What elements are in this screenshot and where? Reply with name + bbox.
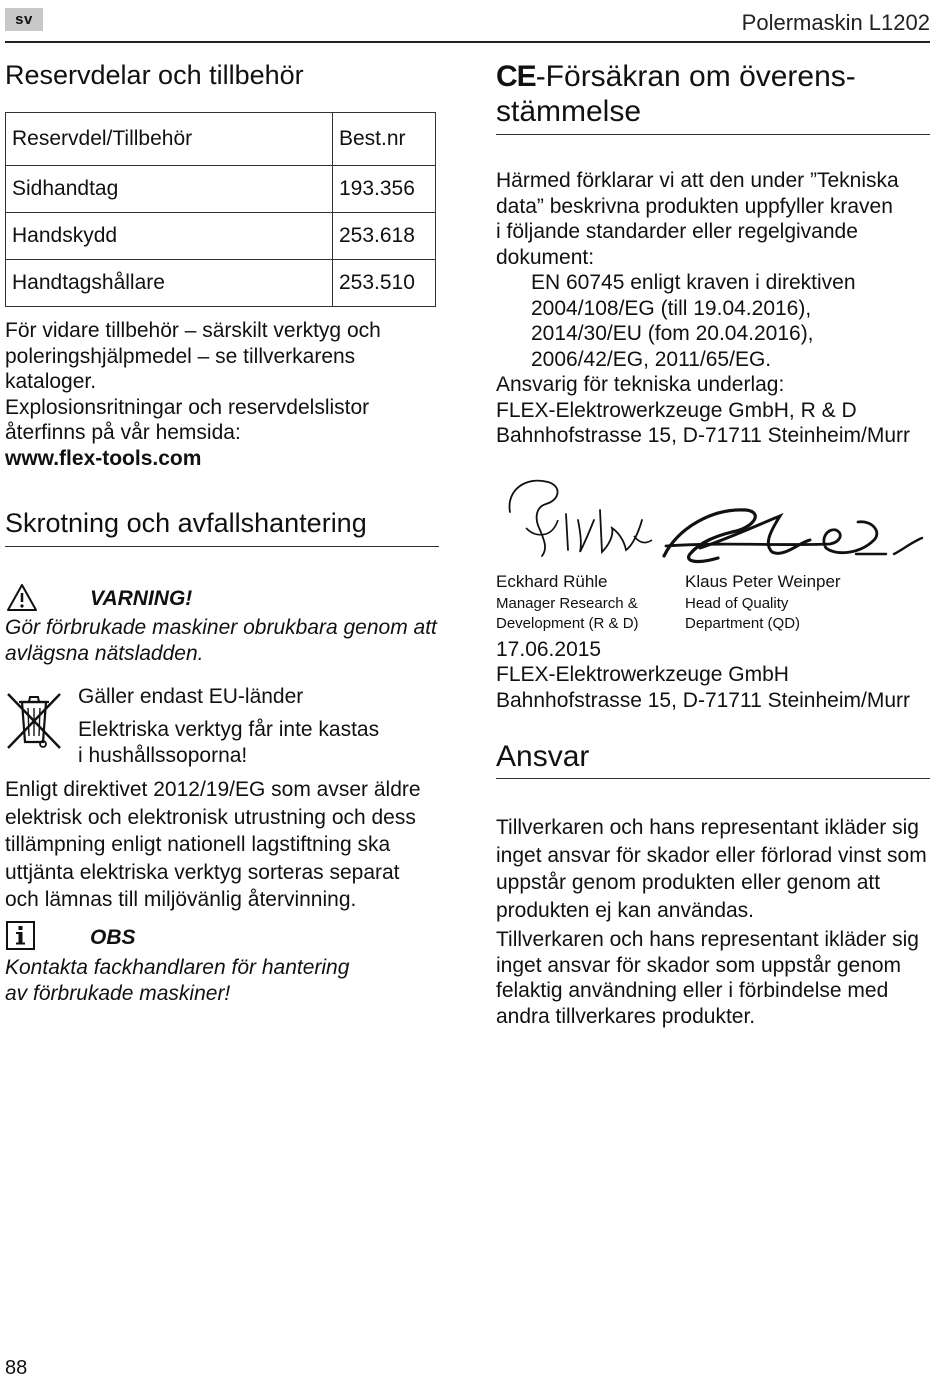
crossed-bin-icon — [5, 690, 63, 752]
text-line: FLEX-Elektrowerkzeuge GmbH — [496, 663, 789, 686]
parts-note — [5, 318, 445, 471]
table-row — [6, 213, 436, 260]
table-row — [6, 166, 436, 213]
signature-weinper — [660, 498, 928, 570]
text-line: Elektriska verktyg får inte kastas — [78, 718, 380, 741]
table-cell: Handskydd — [6, 213, 333, 260]
obs-text — [5, 955, 349, 1006]
text-line: poleringshjälpmedel – se tillverkarens — [5, 344, 356, 368]
text-line: felaktig användning eller i förbindelse med — [496, 979, 889, 1002]
signatory2-role: Head of Quality Department (QD) — [685, 595, 801, 632]
table-cell: 253.510 — [333, 260, 436, 307]
text-line: och lämnas till miljövänlig återvinning. — [5, 888, 357, 911]
text-line: 2004/108/EG (till 19.04.2016), — [531, 296, 812, 320]
text-line: FLEX-Elektrowerkzeuge GmbH, R & D — [496, 398, 857, 422]
text-line: av förbrukade maskiner! — [5, 981, 231, 1005]
signature-date: 17.06.2015 — [496, 638, 602, 661]
table-cell: Handtagshållare — [6, 260, 333, 307]
liability-heading: Ansvar — [496, 740, 590, 773]
text-line: uttjänta elektriska verktyg sorteras separat — [5, 860, 400, 884]
text-line: 2014/30/EU (fom 20.04.2016), — [531, 322, 814, 345]
text-line: För vidare tillbehör – särskilt verktyg och — [5, 319, 381, 342]
text-line: Härmed förklarar vi att den under ”Tekniska — [496, 169, 899, 192]
text-line: Explosionsritningar och reservdelslistor — [5, 395, 370, 419]
text-line: Tillverkaren och hans representant ikläder sig — [496, 816, 919, 839]
text-line: kataloger. — [5, 370, 97, 393]
language-badge: sv — [5, 8, 43, 31]
table-cell: 193.356 — [333, 166, 436, 213]
conformity-heading-cont: stämmelse — [496, 95, 642, 128]
warning-label: VARNING! — [90, 587, 193, 610]
table-cell: Sidhandtag — [6, 166, 333, 213]
text-line: elektrisk och elektronisk utrustning och dess — [5, 805, 416, 829]
liability-paragraph-1 — [496, 814, 927, 924]
ce-mark: CE — [496, 60, 536, 93]
table-row — [6, 260, 436, 307]
text-line: Enligt direktivet 2012/19/EG som avser äldre — [5, 778, 421, 801]
obs-label: OBS — [90, 926, 136, 949]
conformity-heading: CE-Försäkran om överens- — [496, 60, 856, 93]
eu-text — [78, 717, 379, 768]
section-rule — [5, 546, 439, 547]
text-line: EN 60745 enligt kraven i direktiven — [531, 271, 856, 294]
text-line: andra tillverkares produkter. — [496, 1004, 756, 1028]
text-line: produkten ej kan användas. — [496, 898, 755, 922]
website-link[interactable]: www.flex-tools.com — [5, 446, 202, 470]
signatory1-name: Eckhard Rühle — [496, 572, 608, 591]
text-line: i hushållssoporna! — [78, 743, 248, 767]
text-line: Bahnhofstrasse 15, D-71711 Steinheim/Murr — [496, 424, 910, 447]
text-line: i följande standarder eller regelgivande — [496, 220, 858, 243]
text-line: Kontakta fackhandlaren för hantering — [5, 956, 350, 979]
document-title: Polermaskin L1202 — [741, 10, 930, 35]
parts-table — [5, 112, 436, 307]
warning-icon — [6, 583, 38, 612]
directive-text — [5, 776, 421, 914]
text-line: återfinns på vår hemsida: — [5, 421, 241, 444]
info-icon — [6, 921, 35, 950]
table-header-cell: Best.nr — [333, 113, 436, 166]
text-line: dokument: — [496, 245, 595, 269]
company-address — [496, 662, 910, 713]
section-rule — [496, 778, 930, 779]
text-line: tillämpning enligt nationell lagstiftning ska — [5, 833, 391, 856]
warning-text — [5, 615, 437, 666]
text-line: inget ansvar för skador som uppstår genom — [496, 953, 902, 977]
parts-heading: Reservdelar och tillbehör — [5, 60, 304, 90]
signatory1-role: Manager Research & Development (R & D) — [496, 595, 639, 632]
header-rule — [5, 41, 930, 43]
conformity-text — [496, 168, 936, 449]
page-number: 88 — [5, 1357, 28, 1379]
table-cell: 253.618 — [333, 213, 436, 260]
table-header-row — [6, 113, 436, 166]
table-header-cell: Reservdel/Tillbehör — [6, 113, 333, 166]
text-line: 2006/42/EG, 2011/65/EG. — [531, 347, 772, 371]
text-line: avlägsna nätsladden. — [5, 641, 204, 665]
liability-paragraph-2 — [496, 927, 919, 1029]
eu-only-title: Gäller endast EU-länder — [78, 685, 304, 708]
text-line: inget ansvar för skador eller förlorad vinst som — [496, 843, 927, 867]
disposal-heading: Skrotning och avfallshantering — [5, 508, 367, 538]
section-rule — [496, 134, 930, 135]
signature-ruhle — [496, 470, 654, 566]
text-line: Ansvarig för tekniska underlag: — [496, 373, 785, 396]
text-line: uppstår genom produkten eller genom att — [496, 871, 881, 894]
text-line: Bahnhofstrasse 15, D-71711 Steinheim/Murr — [496, 688, 910, 712]
text-line: Tillverkaren och hans representant ikläder sig — [496, 928, 919, 951]
signatory2-name: Klaus Peter Weinper — [685, 572, 841, 591]
text-line: Gör förbrukade maskiner obrukbara genom att — [5, 616, 437, 639]
text-line: data” beskrivna produkten uppfyller kraven — [496, 194, 893, 218]
